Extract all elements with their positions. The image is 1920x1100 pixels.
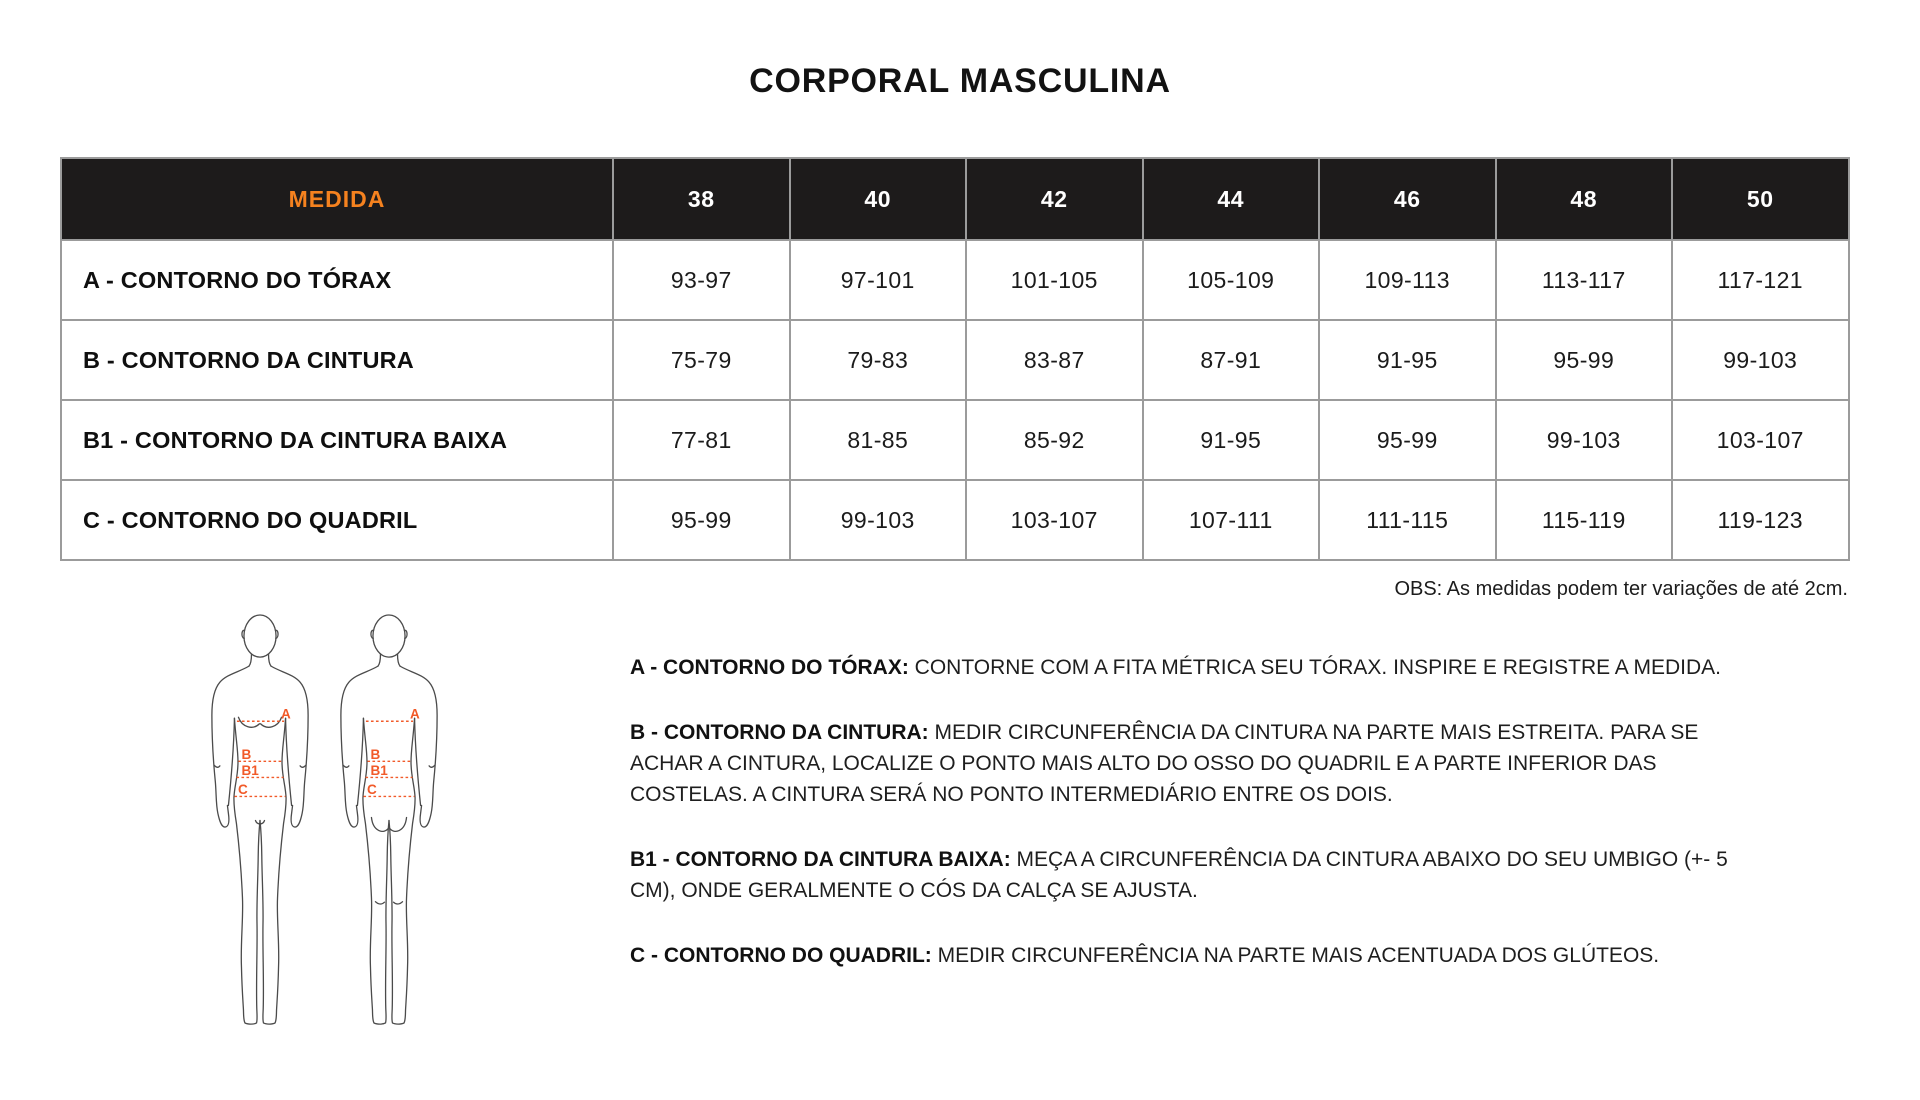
marker-b-label: B: [370, 746, 381, 762]
table-header-size-38: 38: [613, 158, 790, 240]
description-cintura-text: MEDIR CIRCUNFERÊNCIA DA CINTURA NA PARTE MAIS ESTREITA. PARA SE ACHAR A CINTURA, LOCALIZE O PONTO MAIS ALTO DO OSSO DO QUADRIL E A PARTE INFERIOR DAS COSTELAS. A CINTURA SERÁ NO PONTO INTERMEDIÁRIO ENTRE OS DOIS.: [630, 721, 1699, 806]
description-quadril-text: MEDIR CIRCUNFERÊNCIA NA PARTE MAIS ACENTUADA DOS GLÚTEOS.: [931, 944, 1660, 967]
table-header-size-46: 46: [1319, 158, 1496, 240]
value-cell: 103-107: [1672, 400, 1849, 480]
value-cell: 95-99: [613, 480, 790, 560]
value-cell: 97-101: [790, 240, 967, 320]
value-cell: 77-81: [613, 400, 790, 480]
description-torax-label: A - CONTORNO DO TÓRAX:: [630, 656, 909, 679]
row-label-torax: A - CONTORNO DO TÓRAX: [61, 240, 613, 320]
value-cell: 75-79: [613, 320, 790, 400]
value-cell: 113-117: [1496, 240, 1673, 320]
value-cell: 95-99: [1496, 320, 1673, 400]
marker-a-label: A: [410, 706, 420, 722]
marker-b1-label: B1: [370, 762, 388, 778]
value-cell: 87-91: [1143, 320, 1320, 400]
row-label-cintura-baixa: B1 - CONTORNO DA CINTURA BAIXA: [61, 400, 613, 480]
value-cell: 111-115: [1319, 480, 1496, 560]
value-cell: 79-83: [790, 320, 967, 400]
row-label-quadril: C - CONTORNO DO QUADRIL: [61, 480, 613, 560]
table-row-cintura-baixa: [61, 400, 1849, 480]
table-row-quadril: [61, 480, 1849, 560]
value-cell: 93-97: [613, 240, 790, 320]
description-quadril-label: C - CONTORNO DO QUADRIL:: [630, 944, 932, 967]
description-torax-text: CONTORNE COM A FITA MÉTRICA SEU TÓRAX. INSPIRE E REGISTRE A MEDIDA.: [908, 656, 1721, 679]
value-cell: 109-113: [1319, 240, 1496, 320]
size-table: [60, 157, 1850, 561]
row-label-cintura: B - CONTORNO DA CINTURA: [61, 320, 613, 400]
value-cell: 95-99: [1319, 400, 1496, 480]
description-cintura-baixa-label: B1 - CONTORNO DA CINTURA BAIXA:: [630, 848, 1011, 871]
description-torax: [630, 652, 1758, 683]
male-body-front-illustration: [204, 614, 316, 1030]
measurement-instructions: [630, 652, 1758, 1005]
description-cintura-label: B - CONTORNO DA CINTURA:: [630, 721, 929, 744]
value-cell: 115-119: [1496, 480, 1673, 560]
value-cell: 85-92: [966, 400, 1143, 480]
table-header-size-48: 48: [1496, 158, 1673, 240]
male-body-back-illustration: [333, 614, 445, 1030]
value-cell: 99-103: [1496, 400, 1673, 480]
table-header-size-40: 40: [790, 158, 967, 240]
marker-a-label: A: [281, 706, 291, 722]
description-cintura-baixa: [630, 844, 1758, 906]
table-header-size-50: 50: [1672, 158, 1849, 240]
value-cell: 99-103: [1672, 320, 1849, 400]
table-header-size-42: 42: [966, 158, 1143, 240]
value-cell: 117-121: [1672, 240, 1849, 320]
marker-c-label: C: [366, 781, 377, 797]
value-cell: 105-109: [1143, 240, 1320, 320]
description-cintura: [630, 717, 1758, 810]
obs-note: OBS: As medidas podem ter variações de até 2cm.: [1394, 578, 1848, 600]
page-title: CORPORAL MASCULINA: [749, 62, 1171, 100]
value-cell: 101-105: [966, 240, 1143, 320]
value-cell: 91-95: [1319, 320, 1496, 400]
value-cell: 119-123: [1672, 480, 1849, 560]
value-cell: 99-103: [790, 480, 967, 560]
marker-c-label: C: [237, 781, 248, 797]
table-row-torax: [61, 240, 1849, 320]
description-cintura-baixa-text: MEÇA A CIRCUNFERÊNCIA DA CINTURA ABAIXO DO SEU UMBIGO (+- 5 CM), ONDE GERALMENTE O CÓS DA CALÇA SE AJUSTA.: [630, 848, 1728, 902]
table-header-medida: MEDIDA: [61, 158, 613, 240]
table-row-cintura: [61, 320, 1849, 400]
description-quadril: [630, 940, 1758, 971]
value-cell: 107-111: [1143, 480, 1320, 560]
body-measurement-illustration: [204, 614, 445, 1030]
marker-b1-label: B1: [241, 762, 259, 778]
table-header-size-44: 44: [1143, 158, 1320, 240]
marker-b-label: B: [241, 746, 252, 762]
value-cell: 103-107: [966, 480, 1143, 560]
value-cell: 83-87: [966, 320, 1143, 400]
value-cell: 81-85: [790, 400, 967, 480]
table-header-row: [61, 158, 1849, 240]
value-cell: 91-95: [1143, 400, 1320, 480]
